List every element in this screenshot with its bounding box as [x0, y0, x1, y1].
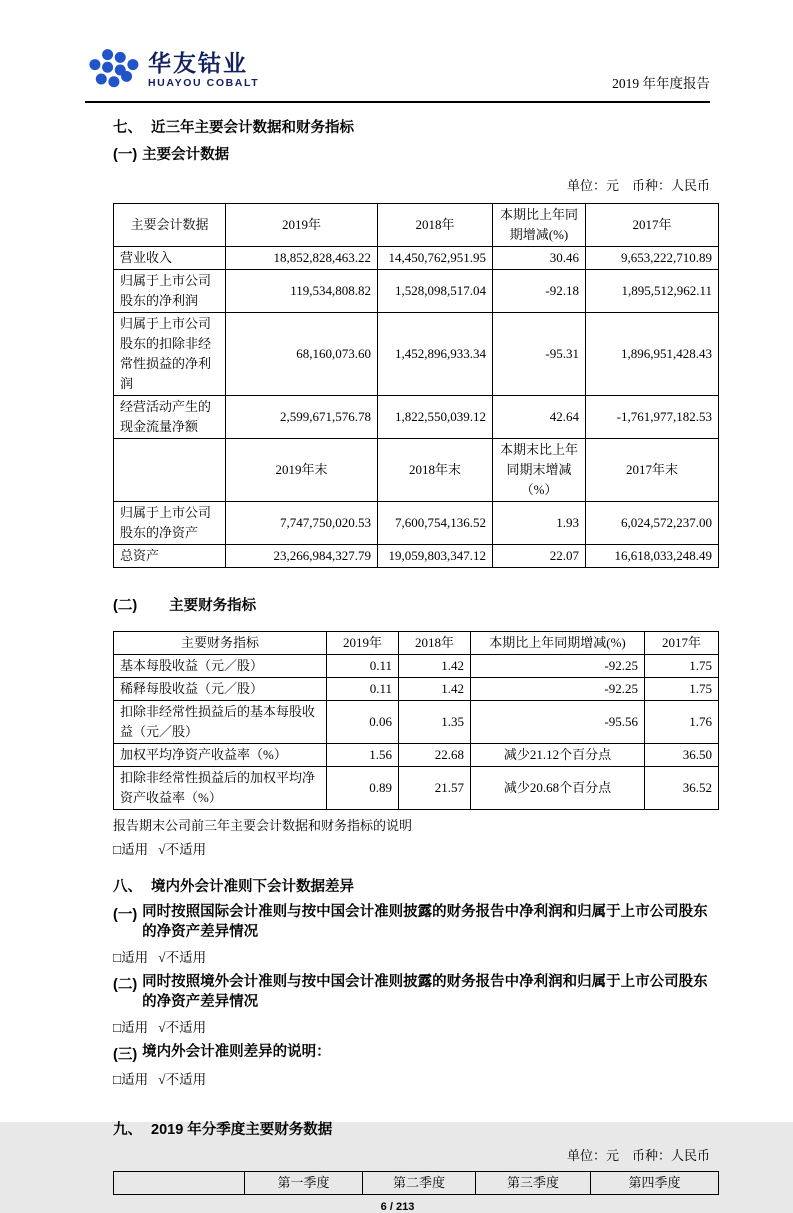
value-cell: 1,896,951,428.43 [586, 313, 719, 396]
logo-cn-text: 华友钴业 [148, 49, 248, 76]
quarterly-table [113, 1171, 719, 1195]
header-cell: 2017年末 [586, 439, 719, 502]
applicability-line [113, 1068, 710, 1088]
check-icon: √不适用 [158, 1020, 207, 1036]
value-cell: 36.50 [645, 744, 719, 767]
value-cell: 36.52 [645, 767, 719, 810]
table-header-row [114, 439, 719, 502]
table-header-row [114, 1172, 719, 1195]
checkbox-unchecked-icon: □适用 [113, 950, 149, 966]
section-number: 七、 [113, 120, 142, 136]
applicability-line [113, 838, 710, 858]
value-cell: -92.25 [471, 678, 645, 701]
check-icon: √不适用 [158, 1072, 207, 1088]
header-cell: 2018年 [378, 204, 493, 247]
header-cell: 本期比上年同期增减(%) [471, 632, 645, 655]
table-row [114, 678, 719, 701]
subsection-title: 主要财务指标 [169, 598, 257, 614]
value-cell: 1.75 [645, 678, 719, 701]
table-row [114, 655, 719, 678]
value-cell: 1,528,098,517.04 [378, 270, 493, 313]
row-label-cell: 归属于上市公司股东的净利润 [114, 270, 226, 313]
section-eight-item-2 [113, 973, 710, 1012]
section-title: 2019 年分季度主要财务数据 [151, 1122, 333, 1139]
value-cell: 19,059,803,347.12 [378, 545, 493, 568]
value-cell: 23,266,984,327.79 [226, 545, 378, 568]
value-cell: 42.64 [493, 396, 586, 439]
value-cell: 14,450,762,951.95 [378, 247, 493, 270]
header-cell: 本期比上年同期增减(%) [493, 204, 586, 247]
value-cell: -1,761,977,182.53 [586, 396, 719, 439]
row-label-cell: 加权平均净资产收益率（%） [114, 744, 327, 767]
header-cell: 第一季度 [245, 1172, 363, 1195]
page-number: 6 / 213 [380, 1201, 415, 1213]
header-cell: 2018年末 [378, 439, 493, 502]
value-cell: 7,600,754,136.52 [378, 502, 493, 545]
row-label-cell: 营业收入 [114, 247, 226, 270]
value-cell: 1,895,512,962.11 [586, 270, 719, 313]
row-label-cell: 基本每股收益（元／股） [114, 655, 327, 678]
applicability-line [113, 1016, 710, 1036]
financial-indicators-table [113, 631, 719, 810]
value-cell: 119,534,808.82 [226, 270, 378, 313]
header-cell: 第三季度 [476, 1172, 591, 1195]
value-cell: 0.89 [327, 767, 399, 810]
value-cell: 1,822,550,039.12 [378, 396, 493, 439]
value-cell: 18,852,828,463.22 [226, 247, 378, 270]
row-label-cell: 归属于上市公司股东的净资产 [114, 502, 226, 545]
logo-en-text: HUAYOU COBALT [148, 76, 260, 89]
section-title: 境内外会计准则下会计数据差异 [151, 879, 354, 895]
value-cell: 1,452,896,933.34 [378, 313, 493, 396]
table-row [114, 767, 719, 810]
table-header-row [114, 204, 719, 247]
row-label-cell: 扣除非经常性损益后的基本每股收益（元／股） [114, 701, 327, 744]
main-accounting-table [113, 203, 719, 568]
table-row [114, 744, 719, 767]
subsection-title: 主要会计数据 [142, 147, 230, 163]
value-cell: 减少20.68个百分点 [471, 767, 645, 810]
item-text: 境内外会计准则差异的说明： [142, 1044, 331, 1061]
header-cell: 本期末比上年同期末增减（%） [493, 439, 586, 502]
header-cell: 2019年 [327, 632, 399, 655]
section-eight-item-3 [113, 1043, 710, 1064]
table-row [114, 270, 719, 313]
table-row [114, 701, 719, 744]
value-cell: 1.76 [645, 701, 719, 744]
value-cell: 6,024,572,237.00 [586, 502, 719, 545]
value-cell: -95.31 [493, 313, 586, 396]
table-row [114, 545, 719, 568]
value-cell: -92.25 [471, 655, 645, 678]
header-cell: 2017年 [645, 632, 719, 655]
logo-wordmark [148, 49, 260, 89]
page-header [85, 40, 710, 94]
section-number: 八、 [113, 879, 142, 895]
section-title: 近三年主要会计数据和财务指标 [151, 120, 354, 136]
value-cell: 7,747,750,020.53 [226, 502, 378, 545]
checkbox-unchecked-icon: □适用 [113, 1020, 149, 1036]
checkbox-unchecked-icon: □适用 [113, 1072, 149, 1088]
value-cell: 0.06 [327, 701, 399, 744]
table-header-row [114, 632, 719, 655]
section-eight-item-1 [113, 903, 710, 942]
table-note: 报告期末公司前三年主要会计数据和财务指标的说明 [113, 818, 413, 833]
header-cell: 第四季度 [591, 1172, 719, 1195]
section-number: 九、 [113, 1122, 142, 1139]
table-row [114, 247, 719, 270]
subsection-number: (一) [113, 147, 138, 163]
value-cell: 0.11 [327, 678, 399, 701]
check-icon: √不适用 [158, 842, 207, 857]
checkbox-unchecked-icon: □适用 [113, 842, 149, 857]
table-row [114, 313, 719, 396]
value-cell: 1.75 [645, 655, 719, 678]
value-cell: 1.42 [399, 678, 471, 701]
item-text: 同时按照国际会计准则与按中国会计准则披露的财务报告中净利润和归属于上市公司股东的净资产差异情况 [142, 904, 708, 940]
header-cell: 2017年 [586, 204, 719, 247]
unit-currency-line: 单位：元 币种：人民币 [566, 178, 710, 193]
unit-currency-line: 单位：元 币种：人民币 [566, 1148, 710, 1164]
item-text: 同时按照境外会计准则与按中国会计准则披露的财务报告中净利润和归属于上市公司股东的净资产差异情况 [142, 974, 708, 1010]
row-label-cell: 经营活动产生的现金流量净额 [114, 396, 226, 439]
value-cell: 21.57 [399, 767, 471, 810]
header-cell [114, 439, 226, 502]
value-cell: 30.46 [493, 247, 586, 270]
subsection-number: (二) [113, 598, 138, 614]
header-cell: 2018年 [399, 632, 471, 655]
value-cell: 68,160,073.60 [226, 313, 378, 396]
value-cell: 1.35 [399, 701, 471, 744]
value-cell: -95.56 [471, 701, 645, 744]
company-logo [85, 46, 259, 94]
value-cell: 1.93 [493, 502, 586, 545]
value-cell: 22.07 [493, 545, 586, 568]
row-label-cell: 总资产 [114, 545, 226, 568]
report-title: 2019 年年度报告 [612, 76, 710, 91]
value-cell: 9,653,222,710.89 [586, 247, 719, 270]
subsection-one-heading [113, 143, 710, 164]
item-number: (三) [113, 1047, 138, 1064]
header-cell [114, 1172, 245, 1195]
row-label-cell: 稀释每股收益（元／股） [114, 678, 327, 701]
header-cell: 第二季度 [363, 1172, 476, 1195]
header-cell: 主要会计数据 [114, 204, 226, 247]
value-cell: 1.56 [327, 744, 399, 767]
section-seven-heading [113, 116, 710, 137]
header-cell: 2019年末 [226, 439, 378, 502]
item-number: (二) [113, 977, 138, 994]
header-cell: 2019年 [226, 204, 378, 247]
item-number: (一) [113, 907, 138, 923]
section-nine-heading [113, 1118, 710, 1139]
header-cell: 主要财务指标 [114, 632, 327, 655]
value-cell: 0.11 [327, 655, 399, 678]
applicability-line [113, 946, 710, 966]
value-cell: 16,618,033,248.49 [586, 545, 719, 568]
value-cell: 22.68 [399, 744, 471, 767]
table-row [114, 502, 719, 545]
value-cell: -92.18 [493, 270, 586, 313]
subsection-two-heading [113, 594, 710, 615]
header-rule [85, 101, 710, 103]
logo-dots-icon [85, 46, 141, 94]
check-icon: √不适用 [158, 950, 207, 966]
table-row [114, 396, 719, 439]
row-label-cell: 扣除非经常性损益后的加权平均净资产收益率（%） [114, 767, 327, 810]
section-eight-heading [113, 875, 710, 896]
value-cell: 2,599,671,576.78 [226, 396, 378, 439]
value-cell: 1.42 [399, 655, 471, 678]
row-label-cell: 归属于上市公司股东的扣除非经常性损益的净利润 [114, 313, 226, 396]
value-cell: 减少21.12个百分点 [471, 744, 645, 767]
